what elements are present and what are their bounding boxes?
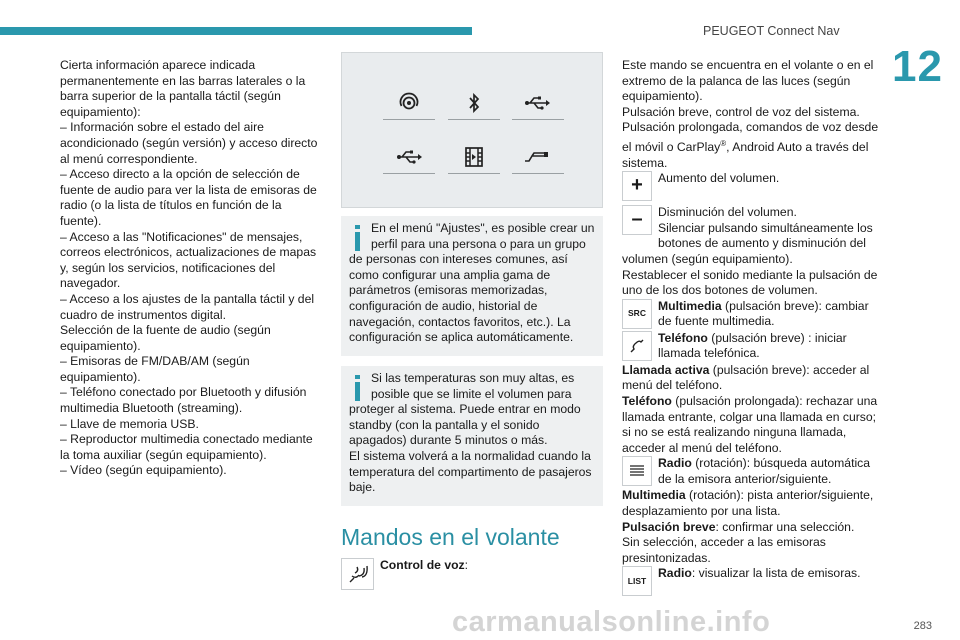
text: Teléfono — [658, 330, 708, 345]
text: (pulsación prolongada): rechazar una llamada entrante, colgar una llamada en curso; si no se está realizando ninguna llamada, acceder al menú del teléfono. — [622, 393, 878, 455]
aux-jack-icon — [523, 145, 551, 169]
list-key-icon: LIST — [622, 566, 652, 596]
info-icon — [353, 225, 362, 251]
page-header-title: PEUGEOT Connect Nav — [703, 24, 840, 38]
text: Radio — [658, 456, 692, 471]
text: : confirmar una selección. — [715, 519, 855, 534]
divider — [512, 173, 564, 174]
paragraph: Restablecer el sonido mediante la pulsación de uno de los dos botones de volumen. — [622, 267, 878, 298]
divider — [512, 119, 564, 120]
divider — [383, 173, 435, 174]
page-number: 283 — [913, 620, 932, 632]
note-text: En el menú "Ajustes", es posible crear un perfil para una persona o para un grupo de personas con intereses comunes, así como configurar una amplia gama de parámetros (emisoras memorizadas, configuración de audio, historial de navegación, contactos favoritos, etc.). La configuración se aplica automáticamente. — [349, 221, 595, 345]
volume-down-row — [622, 205, 884, 267]
voice-control-row — [341, 558, 603, 592]
divider — [448, 119, 500, 120]
paragraph: – Llave de memoria USB. — [60, 416, 199, 431]
paragraph — [622, 363, 884, 394]
paragraph: Este mando se encuentra en el volante o en el extremo de la palanca de las luces (según equipamiento). — [622, 58, 874, 104]
usb-icon — [395, 145, 423, 169]
thumbwheel-row — [622, 456, 884, 488]
thumbwheel-icon — [622, 456, 652, 486]
text: Pulsación prolongada, comandos de voz desde el móvil o CarPlay — [622, 120, 879, 155]
paragraph: – Emisoras de FM/DAB/AM (según equipamiento). — [60, 354, 250, 384]
audio-source-text — [60, 58, 322, 479]
text: Multimedia — [658, 298, 722, 313]
bluetooth-icon — [460, 91, 488, 115]
text: (rotación): pista anterior/siguiente, desplazamiento por una lista. — [622, 488, 874, 518]
header-accent-bar — [0, 27, 472, 35]
phone-icon — [622, 331, 652, 361]
text: , Android Auto a través del sistema. — [622, 140, 869, 170]
text: (rotación): búsqueda automática de la emisora anterior/siguiente. — [658, 456, 871, 486]
usb-icon — [523, 91, 551, 115]
phone-row — [622, 331, 884, 363]
paragraph: – Información sobre el estado del aire acondicionado (según versión) y acceso directo al menú correspondiente. — [60, 120, 318, 166]
text: Pulsación breve — [622, 519, 716, 534]
note-text: Si las temperaturas son muy altas, es posible que se limite el volumen para proteger al sistema. Puede entrar en modo standby (con la pantalla y el sonido apagados) durante 5 minutos o más. — [349, 371, 581, 448]
paragraph: Cierta información aparece indicada permanentemente en las barras laterales o la barra superior de la pantalla táctil (según equipamiento): — [60, 58, 306, 119]
paragraph: – Teléfono conectado por Bluetooth y difusión multimedia Bluetooth (streaming). — [60, 385, 307, 416]
divider — [448, 173, 500, 174]
paragraph — [622, 520, 884, 536]
audio-source-icons-figure — [341, 52, 603, 208]
text: Multimedia — [622, 488, 686, 503]
text: Radio — [658, 566, 692, 581]
paragraph: – Reproductor multimedia conectado mediante la toma auxiliar (según equipamiento). — [60, 432, 313, 462]
plus-icon: + — [622, 171, 652, 201]
text: Disminución del volumen. — [658, 205, 797, 220]
radio-waves-icon — [395, 91, 423, 115]
registered-mark: ® — [720, 138, 727, 148]
steering-controls-text — [622, 58, 884, 598]
watermark: carmanualsonline.info — [452, 606, 771, 638]
src-row — [622, 299, 884, 331]
paragraph — [622, 394, 884, 456]
info-icon — [353, 375, 362, 401]
section-title: Mandos en el volante — [341, 524, 560, 550]
paragraph — [622, 488, 884, 519]
paragraph: – Acceso a las "Notificaciones" de mensajes, correos electrónicos, actualizaciones de mapas y, según los servicios, notificaciones del navegador. — [60, 229, 317, 291]
text: Llamada activa — [622, 362, 710, 377]
text: (pulsación breve): cambiar de fuente multimedia. — [658, 298, 869, 329]
list-row — [622, 566, 884, 598]
volume-up-row — [622, 171, 884, 203]
divider — [383, 119, 435, 120]
paragraph: – Vídeo (según equipamiento). — [60, 463, 227, 478]
voice-control-icon — [341, 558, 374, 590]
paragraph: Sin selección, acceder a las emisoras presintonizadas. — [622, 535, 826, 565]
info-note-temperature — [341, 366, 603, 506]
paragraph — [622, 120, 884, 171]
paragraph: – Acceso directo a la opción de selección de fuente de audio para ver la lista de emisoras de radio (o la lista de títulos en función de la fuente). — [60, 167, 317, 228]
video-film-icon — [460, 145, 488, 169]
paragraph: Selección de la fuente de audio (según equipamiento). — [60, 323, 271, 353]
info-note-profiles — [341, 216, 603, 356]
minus-icon: – — [622, 205, 652, 235]
colon: : — [464, 558, 469, 572]
chapter-number: 12 — [892, 42, 943, 91]
src-key-icon: SRC — [622, 299, 652, 329]
text: Aumento del volumen. — [658, 171, 780, 186]
paragraph: – Acceso a los ajustes de la pantalla táctil y del cuadro de instrumentos digital. — [60, 291, 315, 322]
text: : visualizar la lista de emisoras. — [691, 566, 861, 581]
text: (pulsación breve): acceder al menú del teléfono. — [622, 362, 870, 393]
note-text: El sistema volverá a la normalidad cuando la temperatura del compartimento de pasajeros baje. — [349, 448, 592, 495]
paragraph: Pulsación breve, control de voz del sistema. — [622, 104, 860, 119]
text: (pulsación breve) : iniciar llamada telefónica. — [658, 330, 847, 361]
voice-control-label: Control de voz — [380, 558, 465, 572]
text: Teléfono — [622, 393, 672, 408]
text: Silenciar pulsando simultáneamente los botones de aumento y disminución del volumen (según equipamiento). — [622, 220, 873, 266]
